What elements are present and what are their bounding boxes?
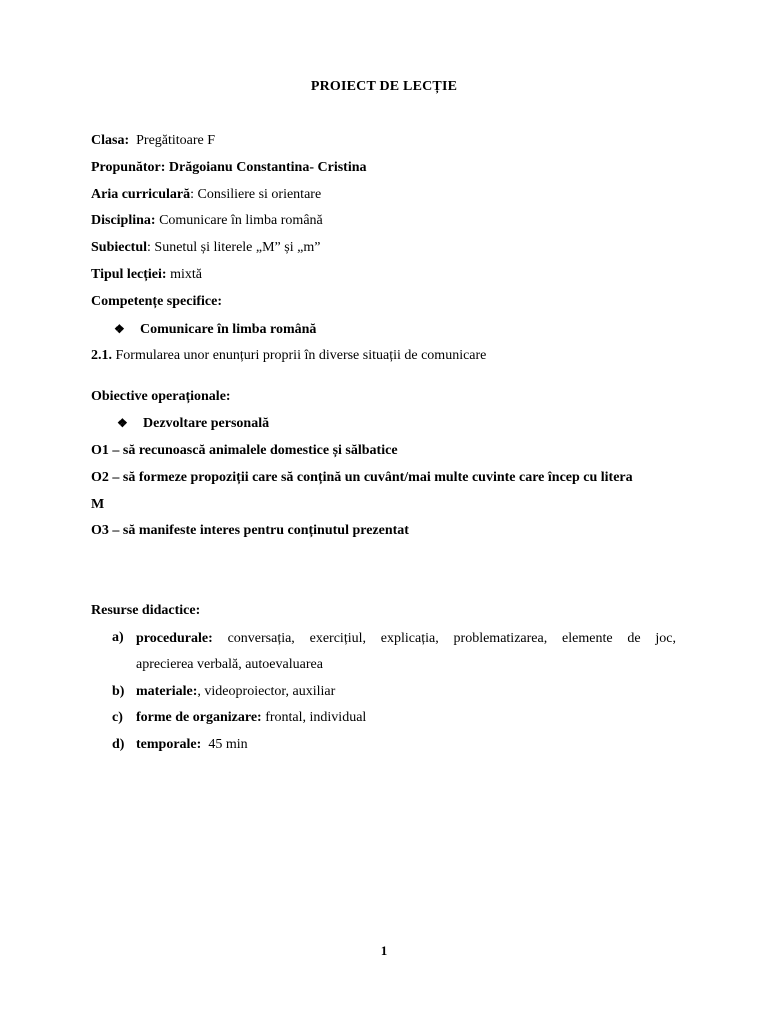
disciplina-row <box>91 212 323 230</box>
competente-bullet-text: Comunicare în limba română <box>140 322 317 337</box>
propunator-row <box>91 159 367 177</box>
objective-o2-line2: M <box>91 497 105 512</box>
resurse-item-a-label: procedurale: <box>136 631 213 646</box>
tipul-value: mixtă <box>170 267 202 282</box>
page-number: 1 <box>380 943 388 958</box>
subiectul-value: : Sunetul și literele „M” și „m” <box>147 240 321 255</box>
resurse-item-d <box>112 736 248 754</box>
competente-item-number: 2.1. <box>91 348 112 363</box>
resurse-item-b-value: , videoproiector, auxiliar <box>197 684 336 699</box>
aria-row <box>91 186 321 204</box>
clasa-value: Pregătitoare F <box>136 133 216 148</box>
resurse-item-d-label: temporale: <box>136 737 202 752</box>
obiective-bullet-row <box>117 414 269 433</box>
objective-o1: O1 – să recunoască animalele domestice și sălbatice <box>91 443 398 458</box>
subiectul-label: Subiectul <box>91 240 148 255</box>
resurse-item-d-marker: d) <box>112 737 125 752</box>
competente-bullet-row <box>114 320 316 339</box>
competente-item <box>91 347 486 365</box>
tipul-row <box>91 266 202 284</box>
diamond-bullet-icon: ❖ <box>117 416 128 430</box>
propunator-value: Drăgoianu Constantina- Cristina <box>168 160 367 175</box>
resurse-item-a <box>112 629 136 647</box>
subiectul-row <box>91 239 320 257</box>
resurse-item-c <box>112 709 366 727</box>
objective-o2-line1: O2 – să formeze propoziții care să conțină un cuvânt/mai multe cuvinte care încep cu litera <box>91 470 633 485</box>
clasa-label: Clasa: <box>91 133 130 148</box>
disciplina-label: Disciplina: <box>91 213 156 228</box>
propunator-label: Propunător: <box>91 160 166 175</box>
resurse-item-d-value: 45 min <box>208 737 248 752</box>
resurse-item-a-marker: a) <box>112 630 124 645</box>
competente-item-text: Formularea unor enunțuri proprii în diverse situații de comunicare <box>115 348 487 363</box>
resurse-item-b-marker: b) <box>112 684 125 699</box>
tipul-label: Tipul lecției: <box>91 267 167 282</box>
aria-value: : Consiliere si orientare <box>190 187 322 202</box>
aria-label: Aria curriculară <box>91 187 191 202</box>
resurse-item-b-label: materiale: <box>136 684 198 699</box>
obiective-bullet-text: Dezvoltare personală <box>143 416 270 431</box>
resurse-item-c-marker: c) <box>112 710 123 725</box>
document-title: PROIECT DE LECȚIE <box>310 79 458 94</box>
resurse-heading: Resurse didactice: <box>91 603 201 618</box>
resurse-item-a-text <box>136 625 676 652</box>
diamond-bullet-icon: ❖ <box>114 322 125 336</box>
clasa-row <box>91 132 215 150</box>
resurse-item-b <box>112 683 335 701</box>
resurse-item-c-value: frontal, individual <box>265 710 367 725</box>
obiective-heading: Obiective operaționale: <box>91 389 231 404</box>
resurse-item-c-label: forme de organizare: <box>136 710 262 725</box>
disciplina-value: Comunicare în limba română <box>159 213 323 228</box>
objective-o3: O3 – să manifeste interes pentru conținutul prezentat <box>91 523 409 538</box>
competente-heading: Competențe specifice: <box>91 294 223 309</box>
resurse-item-a-value: conversația, exercițiul, explicația, problematizarea, elemente de joc, <box>227 631 677 646</box>
resurse-item-a-continuation: aprecierea verbală, autoevaluarea <box>136 657 323 672</box>
